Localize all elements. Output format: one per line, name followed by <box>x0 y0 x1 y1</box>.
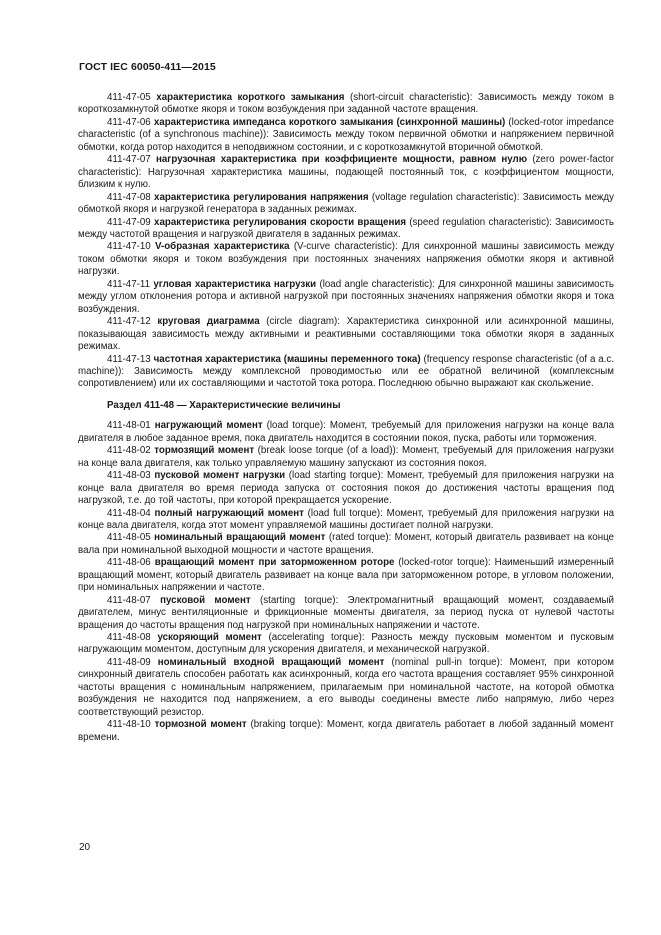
term-definition: (short-circuit characteristic): Зависимость между током в короткозамкнутой обмотке якоря и током возбуждения при заданной частоте вращения. <box>78 92 615 116</box>
term-title: угловая характеристика нагрузки <box>153 278 317 290</box>
term-entry <box>78 279 614 316</box>
term-code: 411-47-11 <box>107 278 151 290</box>
entries-list-411-48 <box>78 420 614 744</box>
term-entry <box>78 470 614 507</box>
term-code: 411-47-09 <box>107 216 151 228</box>
term-definition: (V-curve characteristic): Для синхронной машины зависимость между током обмотки якоря и током возбуждения при постоянных значениях напряжения обмотки якоря и активной нагрузки. <box>78 241 614 278</box>
term-entry <box>78 154 614 191</box>
term-entry <box>78 192 614 217</box>
term-code: 411-48-02 <box>107 445 151 457</box>
term-definition: (voltage regulation characteristic): Зависимость между обмоткой якоря и нагрузкой генератора в заданных режимах. <box>78 191 614 216</box>
term-entry <box>78 217 614 242</box>
term-definition: (accelerating torque): Разность между пусковым моментом и пусковым нагружающим моментом, доступным для ускорения двигателя, и механической нагрузкой. <box>78 632 614 656</box>
term-title: тормозной момент <box>154 719 247 731</box>
term-code: 411-47-06 <box>107 116 151 128</box>
term-title: ускоряющий момент <box>157 632 262 644</box>
term-entry <box>78 92 614 117</box>
term-code: 411-48-08 <box>107 632 151 644</box>
term-code: 411-47-12 <box>107 316 151 328</box>
term-title: тормозящий момент <box>154 445 255 457</box>
term-code: 411-47-10 <box>107 241 151 253</box>
term-entry <box>78 117 614 154</box>
term-code: 411-47-07 <box>107 154 151 166</box>
term-entry <box>78 557 614 594</box>
term-code: 411-48-07 <box>107 594 151 606</box>
term-definition: (locked-rotor impedance characteristic (of a synchronous machine)): Зависимость между током первичной обмотки и напряжением первичной обмотки, когда ротор находится в неподвижном состоянии, и с короткозамкнутой вторичной обмоткой. <box>78 116 614 153</box>
term-definition: (speed regulation characteristic): Зависимость между частотой вращения и нагрузкой двигателя в заданных режимах. <box>78 216 614 240</box>
term-title: характеристика импеданса короткого замыкания (синхронной машины) <box>153 116 506 128</box>
section-heading: Раздел 411-48 — Характеристические величины <box>107 399 341 411</box>
document-body <box>78 92 614 744</box>
term-code: 411-47-13 <box>107 353 151 365</box>
term-code: 411-47-08 <box>107 191 151 203</box>
term-title: номинальный вращающий момент <box>154 532 326 544</box>
term-definition: (load torque): Момент, требуемый для приложения нагрузки на конце вала двигателя в любое заданное время, пока двигатель находится в состоянии покоя, пуска, работы или торможения. <box>78 420 615 444</box>
entries-list-411-47 <box>78 92 614 391</box>
term-entry <box>78 595 614 632</box>
term-title: номинальный входной вращающий момент <box>157 656 385 668</box>
term-definition: (locked-rotor torque): Наименьший измеренный вращающий момент, который двигатель развивает на конце вала при заторможенном роторе, в угловом положении, при номинальных напряжении и частоте. <box>78 557 614 594</box>
term-code: 411-48-06 <box>107 557 151 569</box>
term-entry <box>78 532 614 557</box>
term-definition: (load angle characteristic): Для синхронной машины зависимость между углом отклонения ротора и активной нагрузкой при постоянных значениях напряжения обмотки якоря и тока возбуждения. <box>78 278 614 315</box>
term-entry <box>78 420 614 445</box>
term-entry <box>78 316 614 353</box>
term-definition: (nominal pull-in torque): Момент, при котором синхронный двигатель способен работать как асинхронный, когда его частота вращения составляет 95% синхронной частоты вращения с номинальным напряжением, прилагаемым при номинальной частоте, на которой обмотка возбуждения не находится под напряжением, а его выводы соединены вместе либо напрямую, либо через соответствующий резистор. <box>78 656 614 718</box>
term-entry <box>78 241 614 278</box>
term-title: круговая диаграмма <box>157 316 260 328</box>
term-title: нагрузочная характеристика при коэффициенте мощности, равном нулю <box>156 154 528 166</box>
term-definition: (starting torque): Электромагнитный вращающий момент, создаваемый двигателем, минус вентиляционные и фрикционные моменты двигателя, за период пуска от нулевой частоты вращения до частоты вращения под нагрузкой при номинальных напряжении и частоте. <box>78 594 614 631</box>
term-code: 411-48-09 <box>107 656 151 668</box>
term-definition: (circle diagram): Характеристика синхронной или асинхронной машины, показывающая зависимость между активными и реактивными составляющими тока обмотки якоря в заданных режимах. <box>78 316 614 353</box>
term-title: характеристика регулирования напряжения <box>154 191 369 203</box>
term-entry <box>78 354 614 391</box>
term-entry <box>78 657 614 719</box>
term-entry <box>78 719 614 744</box>
term-definition: (frequency response characteristic (of a a.c. machine)): Зависимость между комплексной проводимостью или ее обратной величиной (комплексным сопротивлением) или их составляющими и частотой тока ротора. Последнюю обычно выражают как скольжение. <box>78 353 615 390</box>
document-header: ГОСТ IEC 60050-411—2015 <box>79 61 216 73</box>
term-definition: (rated torque): Момент, который двигатель развивает на конце вала при номинальной выходной мощности и частоте вращения. <box>78 532 614 556</box>
term-definition: (load starting torque): Момент, требуемый для приложения нагрузки на конце вала двигателя во время периода запуска от состояния покоя до достижения частоты вращения под нагрузкой, т.е. до той частоты, при которой прекращается ускорение. <box>78 470 614 507</box>
term-code: 411-48-05 <box>107 532 151 544</box>
term-entry <box>78 445 614 470</box>
term-definition: (zero power-factor characteristic): Нагрузочная характеристика машины, подающей постоянный ток, с коэффициентом мощности, близким к нулю. <box>78 154 614 191</box>
term-title: полный нагружающий момент <box>154 507 304 519</box>
term-definition: (break loose torque (of a load)): Момент, требуемый для приложения нагрузки на конце вала двигателя, как только управляемую машину запускают из состояния покоя. <box>78 445 614 469</box>
term-code: 411-48-03 <box>107 470 151 482</box>
term-title: характеристика короткого замыкания <box>156 92 345 103</box>
term-title: характеристика регулирования скорости вращения <box>154 216 407 228</box>
term-title: пусковой момент <box>160 594 251 606</box>
term-code: 411-48-01 <box>107 420 151 432</box>
term-title: частотная характеристика (машины переменного тока) <box>153 353 421 365</box>
page-number: 20 <box>79 842 91 853</box>
term-title: нагружающий момент <box>154 420 263 432</box>
term-entry <box>78 632 614 657</box>
term-code: 411-48-04 <box>107 507 151 519</box>
term-code: 411-47-05 <box>107 92 151 103</box>
term-definition: (load full torque): Момент, требуемый для приложения нагрузки на конце вала двигателя, когда этот момент управляемой машины достигает полной нагрузки. <box>78 507 615 531</box>
term-title: V-образная характеристика <box>155 241 290 253</box>
term-title: пусковой момент нагрузки <box>154 470 286 482</box>
term-entry <box>78 508 614 533</box>
term-title: вращающий момент при заторможенном роторе <box>154 557 395 569</box>
term-code: 411-48-10 <box>107 719 151 731</box>
term-definition: (braking torque): Момент, когда двигатель работает в любой заданный момент времени. <box>78 719 614 743</box>
